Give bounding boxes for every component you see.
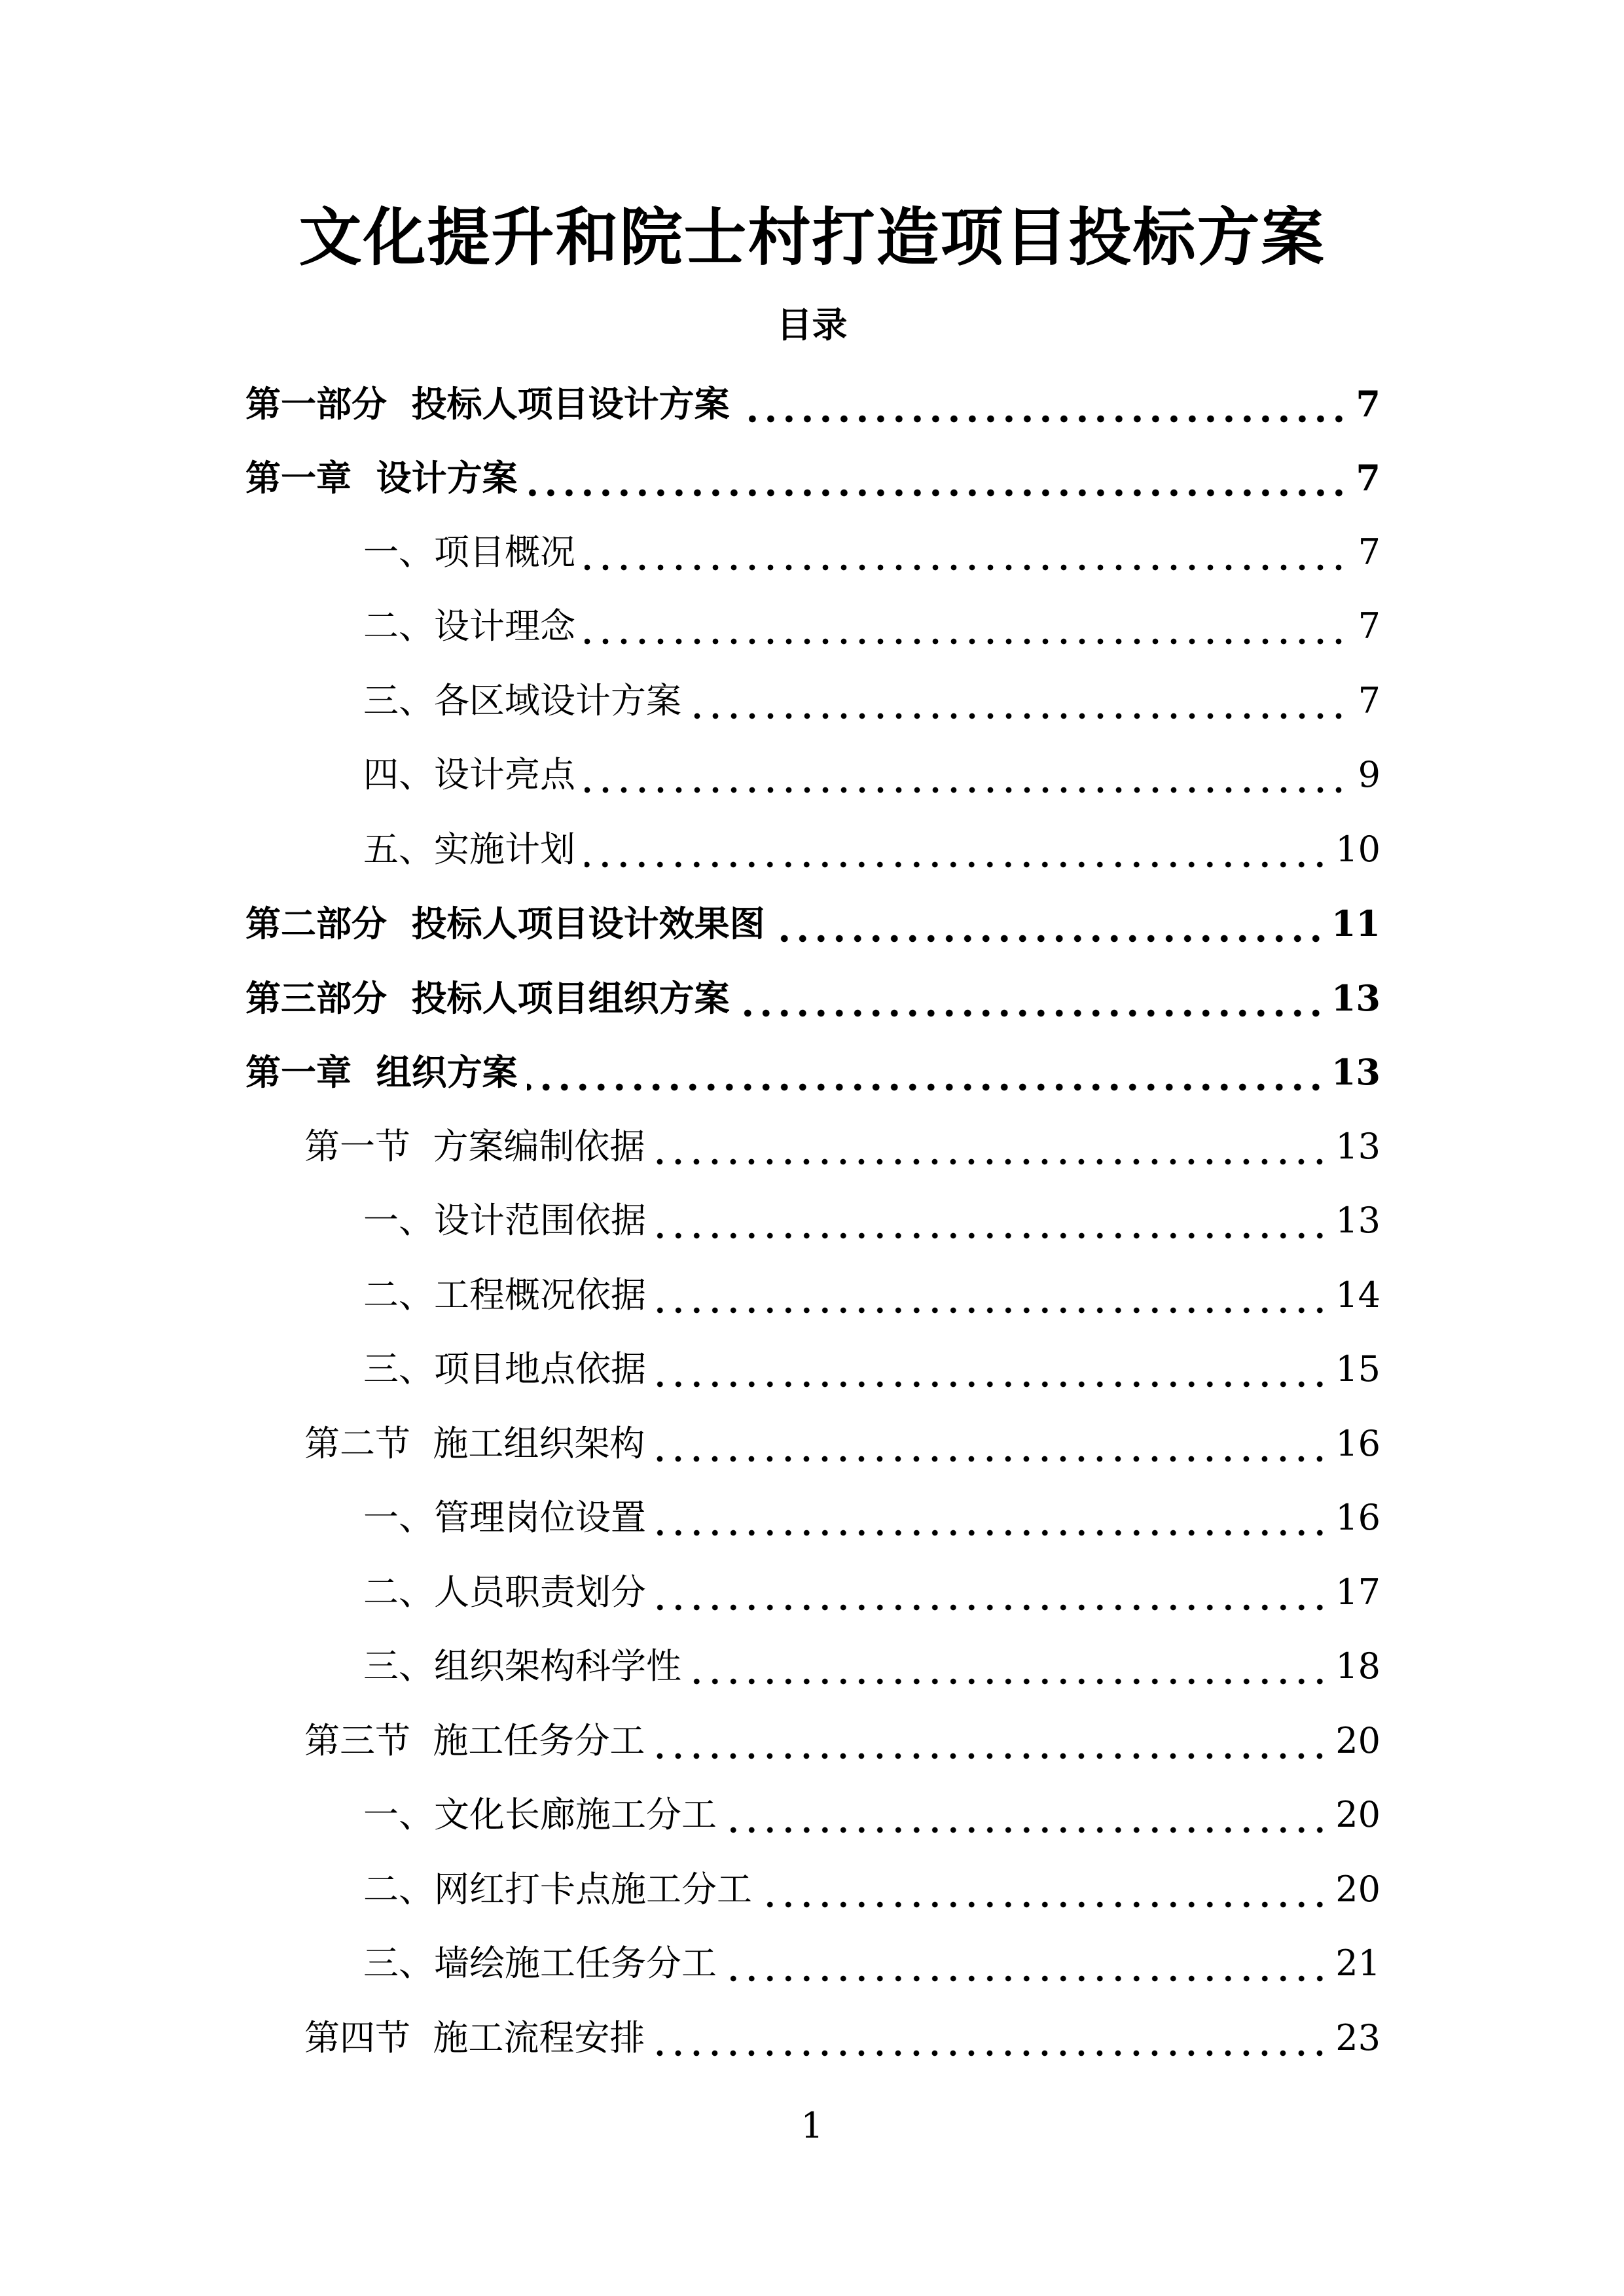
toc-entry-label: 五、实施计划 bbox=[363, 828, 575, 870]
toc-entry[interactable] bbox=[0, 1333, 1624, 1407]
toc-entry-page: 20 bbox=[1335, 1719, 1380, 1761]
toc-entry-page: 13 bbox=[1331, 1051, 1380, 1094]
toc-entry-label: 第二节 施工组织架构 bbox=[304, 1422, 645, 1464]
toc-entry-label: 一、项目概况 bbox=[363, 531, 575, 573]
toc-entry-page: 13 bbox=[1335, 1125, 1380, 1167]
toc-dot-leader bbox=[585, 823, 1329, 876]
toc-entry-page: 9 bbox=[1358, 754, 1380, 796]
toc-entry[interactable] bbox=[0, 1109, 1624, 1184]
toc-entry[interactable] bbox=[0, 664, 1624, 738]
toc-entry-page: 15 bbox=[1335, 1348, 1380, 1390]
toc-dot-leader bbox=[774, 897, 1325, 950]
toc-heading: 目录 bbox=[776, 304, 848, 346]
toc-dot-leader bbox=[655, 1492, 1329, 1544]
toc-entry-label: 第一章 组织方案 bbox=[245, 1051, 518, 1094]
toc-entry-page: 16 bbox=[1335, 1422, 1380, 1464]
toc-entry-label: 一、设计范围依据 bbox=[363, 1200, 646, 1242]
toc-entry[interactable] bbox=[0, 961, 1624, 1035]
toc-entry[interactable] bbox=[0, 1852, 1624, 1927]
toc-entry-label: 第四节 施工流程安排 bbox=[304, 2017, 645, 2058]
toc-dot-leader bbox=[655, 1269, 1329, 1321]
toc-entry-page: 20 bbox=[1335, 1868, 1380, 1910]
toc-entry-label: 第一部分 投标人项目设计方案 bbox=[245, 382, 730, 425]
toc-dot-leader bbox=[654, 1715, 1329, 1767]
toc-entry-label: 第一节 方案编制依据 bbox=[304, 1125, 645, 1167]
toc-dot-leader bbox=[527, 452, 1348, 504]
toc-entry-page: 7 bbox=[1358, 679, 1380, 721]
toc-entry-label: 二、工程概况依据 bbox=[363, 1274, 646, 1316]
toc-dot-leader bbox=[726, 1789, 1329, 1841]
toc-entry[interactable] bbox=[0, 1407, 1624, 1481]
toc-entry[interactable] bbox=[0, 738, 1624, 813]
toc-entry-label: 三、项目地点依据 bbox=[363, 1348, 646, 1390]
toc-entry-label: 三、墙绘施工任务分工 bbox=[363, 1943, 717, 1984]
toc-entry[interactable] bbox=[0, 812, 1624, 887]
table-of-contents bbox=[0, 367, 1624, 2075]
toc-entry[interactable] bbox=[0, 367, 1624, 441]
toc-entry-label: 三、组织架构科学性 bbox=[363, 1645, 681, 1687]
toc-entry[interactable] bbox=[0, 887, 1624, 961]
toc-entry[interactable] bbox=[0, 1184, 1624, 1259]
page-number: 1 bbox=[801, 2105, 823, 2146]
toc-entry[interactable] bbox=[0, 515, 1624, 590]
toc-entry[interactable] bbox=[0, 1704, 1624, 1778]
toc-entry-page: 13 bbox=[1331, 977, 1380, 1019]
toc-dot-leader bbox=[655, 1343, 1329, 1395]
document-title: 文化提升和院士村打造项目投标方案 bbox=[298, 200, 1326, 274]
toc-entry-label: 第三部分 投标人项目组织方案 bbox=[245, 977, 730, 1019]
toc-entry-label: 二、设计理念 bbox=[363, 605, 575, 647]
toc-dot-leader bbox=[585, 600, 1348, 653]
toc-entry[interactable] bbox=[0, 2001, 1624, 2075]
toc-entry-label: 第三节 施工任务分工 bbox=[304, 1719, 645, 1761]
toc-entry[interactable] bbox=[0, 590, 1624, 664]
toc-entry-label: 第一章 设计方案 bbox=[245, 457, 518, 499]
toc-entry-page: 7 bbox=[1358, 605, 1380, 647]
toc-entry-page: 13 bbox=[1335, 1200, 1380, 1242]
toc-entry-label: 三、各区域设计方案 bbox=[363, 679, 681, 721]
toc-dot-leader bbox=[691, 1640, 1329, 1693]
toc-entry-page: 17 bbox=[1335, 1571, 1380, 1613]
toc-entry-label: 四、设计亮点 bbox=[363, 754, 575, 796]
toc-entry-label: 一、管理岗位设置 bbox=[363, 1497, 646, 1539]
toc-entry[interactable] bbox=[0, 441, 1624, 516]
toc-entry[interactable] bbox=[0, 1481, 1624, 1556]
toc-dot-leader bbox=[691, 675, 1348, 727]
toc-dot-leader bbox=[527, 1046, 1325, 1098]
toc-entry[interactable] bbox=[0, 1035, 1624, 1110]
toc-entry-page: 11 bbox=[1331, 903, 1380, 945]
toc-entry-page: 14 bbox=[1335, 1274, 1380, 1316]
toc-entry-page: 7 bbox=[1356, 382, 1380, 425]
toc-entry-label: 二、人员职责划分 bbox=[363, 1571, 646, 1613]
toc-entry-page: 18 bbox=[1335, 1645, 1380, 1687]
toc-entry[interactable] bbox=[0, 1630, 1624, 1704]
toc-entry[interactable] bbox=[0, 1778, 1624, 1853]
toc-dot-leader bbox=[654, 1121, 1329, 1173]
toc-entry[interactable] bbox=[0, 1927, 1624, 2001]
toc-dot-leader bbox=[585, 749, 1348, 801]
toc-dot-leader bbox=[654, 1418, 1329, 1470]
toc-entry[interactable] bbox=[0, 1258, 1624, 1333]
toc-entry-page: 16 bbox=[1335, 1497, 1380, 1539]
toc-entry-page: 20 bbox=[1335, 1794, 1380, 1836]
toc-entry-page: 23 bbox=[1335, 2017, 1380, 2058]
toc-dot-leader bbox=[761, 1863, 1329, 1916]
toc-entry-page: 7 bbox=[1358, 531, 1380, 573]
toc-dot-leader bbox=[654, 2012, 1329, 2064]
toc-dot-leader bbox=[739, 972, 1325, 1024]
toc-entry[interactable] bbox=[0, 1555, 1624, 1630]
toc-entry-page: 10 bbox=[1335, 828, 1380, 870]
toc-dot-leader bbox=[655, 1194, 1329, 1247]
toc-entry-page: 21 bbox=[1335, 1943, 1380, 1984]
toc-dot-leader bbox=[585, 526, 1348, 579]
toc-dot-leader bbox=[739, 378, 1348, 430]
toc-entry-page: 7 bbox=[1356, 457, 1380, 499]
toc-entry-label: 二、网红打卡点施工分工 bbox=[363, 1868, 752, 1910]
toc-entry-label: 一、文化长廊施工分工 bbox=[363, 1794, 717, 1836]
toc-dot-leader bbox=[655, 1566, 1329, 1619]
toc-dot-leader bbox=[726, 1937, 1329, 1990]
toc-entry-label: 第二部分 投标人项目设计效果图 bbox=[245, 903, 765, 945]
